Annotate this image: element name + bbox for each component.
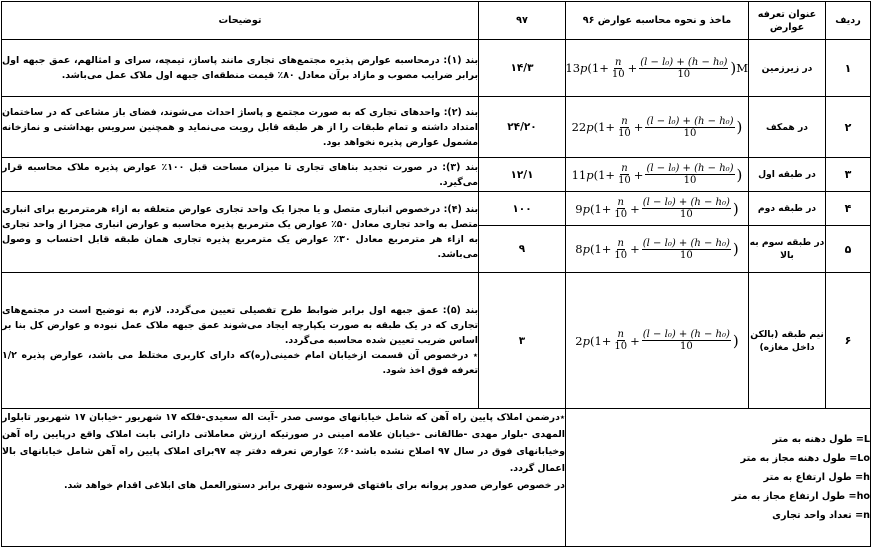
header-year-97: ۹۷ [479, 2, 566, 40]
legend-symbol: h [863, 472, 870, 483]
formula-close: ) [732, 331, 739, 350]
formula [572, 116, 743, 139]
formula-coefficient: 2 [575, 333, 583, 348]
formula-open: (1+ [587, 61, 609, 75]
row-description [2, 158, 479, 192]
formula-cell [566, 97, 749, 158]
row-title: در طبقه دوم [749, 192, 826, 226]
description-band-4: بند (۴): درخصوص انباری متصل و یا مجزا یک واحد تجاری عوارض متعلقه به ازاء هرمترمربع برای انباری متصل به واحد تجاری معادل ۵۰٪ عوارض یک مترمربع پذیره محاسبه و عوارض انباری مجزا از واحد تجاری به ازاء هر مترمربع معادل ۳۰٪ عوارض یک مترمربع پذیره تجاری همان طبقه قابل احتساب و وصول می‌باشد. [2, 204, 478, 260]
frac-numerator: (l − l₀) + (h − h₀) [646, 163, 734, 174]
row-value-97: ۱۴/۳ [479, 40, 566, 97]
frac-denominator: 10 [611, 68, 625, 80]
frac-numerator: (l − l₀) + (h − h₀) [642, 197, 730, 208]
formula-close: ) [732, 199, 739, 218]
formula-frac-lh [639, 57, 728, 80]
row-number: ۵ [826, 226, 871, 273]
row-number: ۶ [826, 273, 871, 409]
frac-denominator: 10 [677, 68, 691, 80]
legend-item [566, 487, 870, 506]
row-description [2, 40, 479, 97]
legend-text: = طول دهنه به متر [772, 434, 864, 445]
frac-numerator: (l − l₀) + (h − h₀) [646, 115, 734, 127]
frac-denominator: 10 [618, 175, 631, 186]
header-title: عنوان تعرفه عوارض [749, 2, 826, 40]
formula-p: p [582, 242, 590, 256]
row-title: در طبقه اول [749, 158, 826, 192]
row-value-97: ۲۴/۲۰ [479, 97, 566, 158]
formula-p: p [586, 167, 594, 182]
frac-numerator: (l − l₀) + (h − h₀) [640, 56, 728, 68]
row-description [2, 192, 479, 273]
formula-coefficient: 13 [565, 61, 581, 75]
row-title: در زیرزمین [749, 40, 826, 97]
footnote-railway-properties: ٭درضمن املاک پایین راه آهن که شامل خیابانهای موسی صدر -آیت اله سعیدی-فلکه ۱۷ شهریور -خیابان ۱۷ شهریور تابلوار المهدی -بلوار مهدی -طالقانی -خیابان علامه امینی در صورتیکه ارزش معاملاتی دارائی بابت املاک واقع درپایین راه آهن وخیابانهای فوق در سال ۹۷ اصلاح نشده باشد۶۰٪ عوارض تعرفه دفتر چه ۹۷برای املاک پایین راه آهن شامل خیابانهای بالا اعمال گردد. [2, 412, 565, 474]
formula-plus: + [627, 61, 638, 75]
row-number: ۳ [826, 158, 871, 192]
formula [575, 238, 739, 261]
formula-frac-n [613, 238, 628, 261]
formula-frac-n [611, 57, 626, 80]
formula-suffix: M [736, 61, 748, 75]
legend-item [566, 506, 870, 525]
legend-text: = تعداد واحد تجاری [772, 510, 864, 521]
description-band-1: بند (۱): درمحاسبه عوارض پذیره مجتمع‌های تجاری مانند پاساژ، تیمچه، سرای و امثالهم، عمق جبهه اول برابر ضرایب مصوب و مازاد برآن معادل ۸۰٪ قیمت منطقه‌ای جبهه اول ملاک عمل می‌باشد. [2, 55, 478, 81]
footnote-cell [2, 409, 566, 547]
row-number: ۲ [826, 97, 871, 158]
formula-frac-lh [642, 197, 731, 220]
formula-frac-n [617, 163, 632, 186]
frac-denominator: 10 [614, 341, 628, 352]
frac-numerator: n [621, 163, 628, 174]
row-description [2, 273, 479, 409]
legend-text: = طول ارتفاع به متر [763, 472, 864, 483]
formula-frac-n [613, 197, 628, 220]
formula-plus: + [630, 242, 640, 256]
formula-coefficient: 8 [575, 242, 583, 256]
header-row [2, 2, 871, 40]
frac-denominator: 10 [679, 249, 693, 261]
frac-denominator: 10 [679, 209, 693, 220]
header-notes: توضیحات [2, 2, 479, 40]
legend-text: = طول دهنه مجاز به متر [740, 453, 858, 464]
formula [572, 163, 743, 186]
formula-p: p [582, 333, 590, 348]
row-value-97: ۱۲/۱ [479, 158, 566, 192]
formula [575, 197, 739, 220]
row-description [2, 97, 479, 158]
formula-cell [566, 192, 749, 226]
formula-close: ) [732, 240, 739, 258]
table-row [2, 273, 871, 409]
table-row [2, 97, 871, 158]
formula-close: ) [736, 118, 743, 136]
frac-numerator: n [617, 329, 624, 340]
row-title: نیم طبقه (بالکن داخل مغازه) [749, 273, 826, 409]
formula-cell [566, 158, 749, 192]
legend-text: = طول ارتفاع مجاز به متر [731, 491, 857, 502]
formula-close: ) [730, 59, 737, 77]
frac-denominator: 10 [683, 127, 697, 139]
formula-cell [566, 40, 749, 97]
formula-p: p [582, 201, 590, 216]
formula-close: ) [736, 165, 743, 184]
frac-numerator: n [621, 115, 628, 127]
formula-open: (1+ [589, 201, 612, 216]
formula-coefficient: 11 [571, 167, 587, 182]
row-title: در همکف [749, 97, 826, 158]
formula-frac-lh [642, 238, 731, 261]
formula-frac-lh [645, 163, 734, 186]
formula-p: p [580, 61, 588, 75]
row-value-97: ۳ [479, 273, 566, 409]
description-band-5: بند (۵): عمق جبهه اول برابر ضوابط طرح تفصیلی تعیین می‌گردد. لازم به توضیح است در مجتمع‌های تجاری که در یک طبقه به صورت یکپارچه ایجاد می‌شوند عمق جبهه ملاک عمل نبوده و عوارض کل بنا بر اساس ضریب تعیین شده محاسبه می‌گردد. [2, 305, 478, 346]
header-formula: ماخذ و نحوه محاسبه عوارض ۹۶ [566, 2, 749, 40]
description-star-note: ٭ درخصوص آن قسمت ازخیابان امام خمینی(ره)که دارای کاربری مختلط می باشد، عوارض پذیره ۱/۲ تعرفه فوق اخذ شود. [2, 350, 478, 376]
frac-numerator: n [617, 197, 624, 208]
formula-coefficient: 9 [575, 201, 583, 216]
formula-frac-n [617, 116, 632, 139]
formula [575, 329, 739, 352]
formula-frac-lh [645, 116, 734, 139]
formula-p: p [586, 120, 594, 134]
footer-row [2, 409, 871, 547]
description-band-2: بند (۲): واحدهای تجاری که به صورت مجتمع و پاساژ احداث می‌شوند، فضای باز مشاعی که در ساختمان امتداد داشته و تمام طبقات را از هر طبقه قابل رویت می‌نماید و همچنین سرویس بهداشتی و نمازخانه مشمول عوارض پذیره نخواهد بود. [2, 106, 479, 148]
row-title: در طبقه سوم به بالا [749, 226, 826, 273]
row-value-97: ۱۰۰ [479, 192, 566, 226]
legend-symbol: L [863, 434, 870, 445]
formula-plus: + [630, 333, 640, 348]
table-row [2, 40, 871, 97]
footnote-worn-fabric: در خصوص عوارض صدور پروانه برای بافتهای فرسوده شهری برابر دستورالعمل های ابلاغی اقدام خواهد شد. [63, 480, 565, 491]
formula-cell [566, 273, 749, 409]
formula-open: (1+ [593, 167, 616, 182]
formula-frac-n [613, 329, 628, 352]
formula [565, 57, 748, 80]
formula-plus: + [633, 167, 644, 182]
frac-denominator: 10 [614, 209, 628, 220]
formula-open: (1+ [593, 120, 616, 134]
frac-numerator: (l − l₀) + (h − h₀) [642, 329, 730, 340]
row-value-97: ۹ [479, 226, 566, 273]
table-row [2, 158, 871, 192]
header-row-number: ردیف [826, 2, 871, 40]
frac-numerator: (l − l₀) + (h − h₀) [642, 237, 730, 249]
description-band-3: بند (۳): در صورت تجدید بناهای تجاری تا میزان مساحت قبل ۱۰۰٪ عوارض پذیره ملاک محاسبه قرار می‌گیرد. [2, 161, 478, 188]
frac-denominator: 10 [679, 341, 693, 352]
legend-cell [566, 409, 871, 547]
legend-symbol: n [863, 510, 870, 521]
legend-item [566, 430, 870, 449]
frac-denominator: 10 [683, 175, 697, 186]
tariff-table [1, 1, 871, 547]
frac-denominator: 10 [614, 249, 628, 261]
formula-plus: + [633, 120, 644, 134]
table-row [2, 192, 871, 226]
frac-numerator: n [615, 56, 622, 68]
row-number: ۴ [826, 192, 871, 226]
frac-numerator: n [617, 237, 624, 249]
formula-open: (1+ [589, 242, 612, 256]
formula-cell [566, 226, 749, 273]
formula-frac-lh [642, 329, 731, 352]
formula-open: (1+ [589, 333, 612, 348]
legend-item [566, 468, 870, 487]
formula-coefficient: 22 [571, 120, 587, 134]
frac-denominator: 10 [618, 127, 631, 139]
legend-symbol: Lo [857, 453, 870, 464]
row-number: ۱ [826, 40, 871, 97]
legend-symbol: ho [856, 491, 870, 502]
formula-plus: + [630, 201, 640, 216]
legend-item [566, 449, 870, 468]
